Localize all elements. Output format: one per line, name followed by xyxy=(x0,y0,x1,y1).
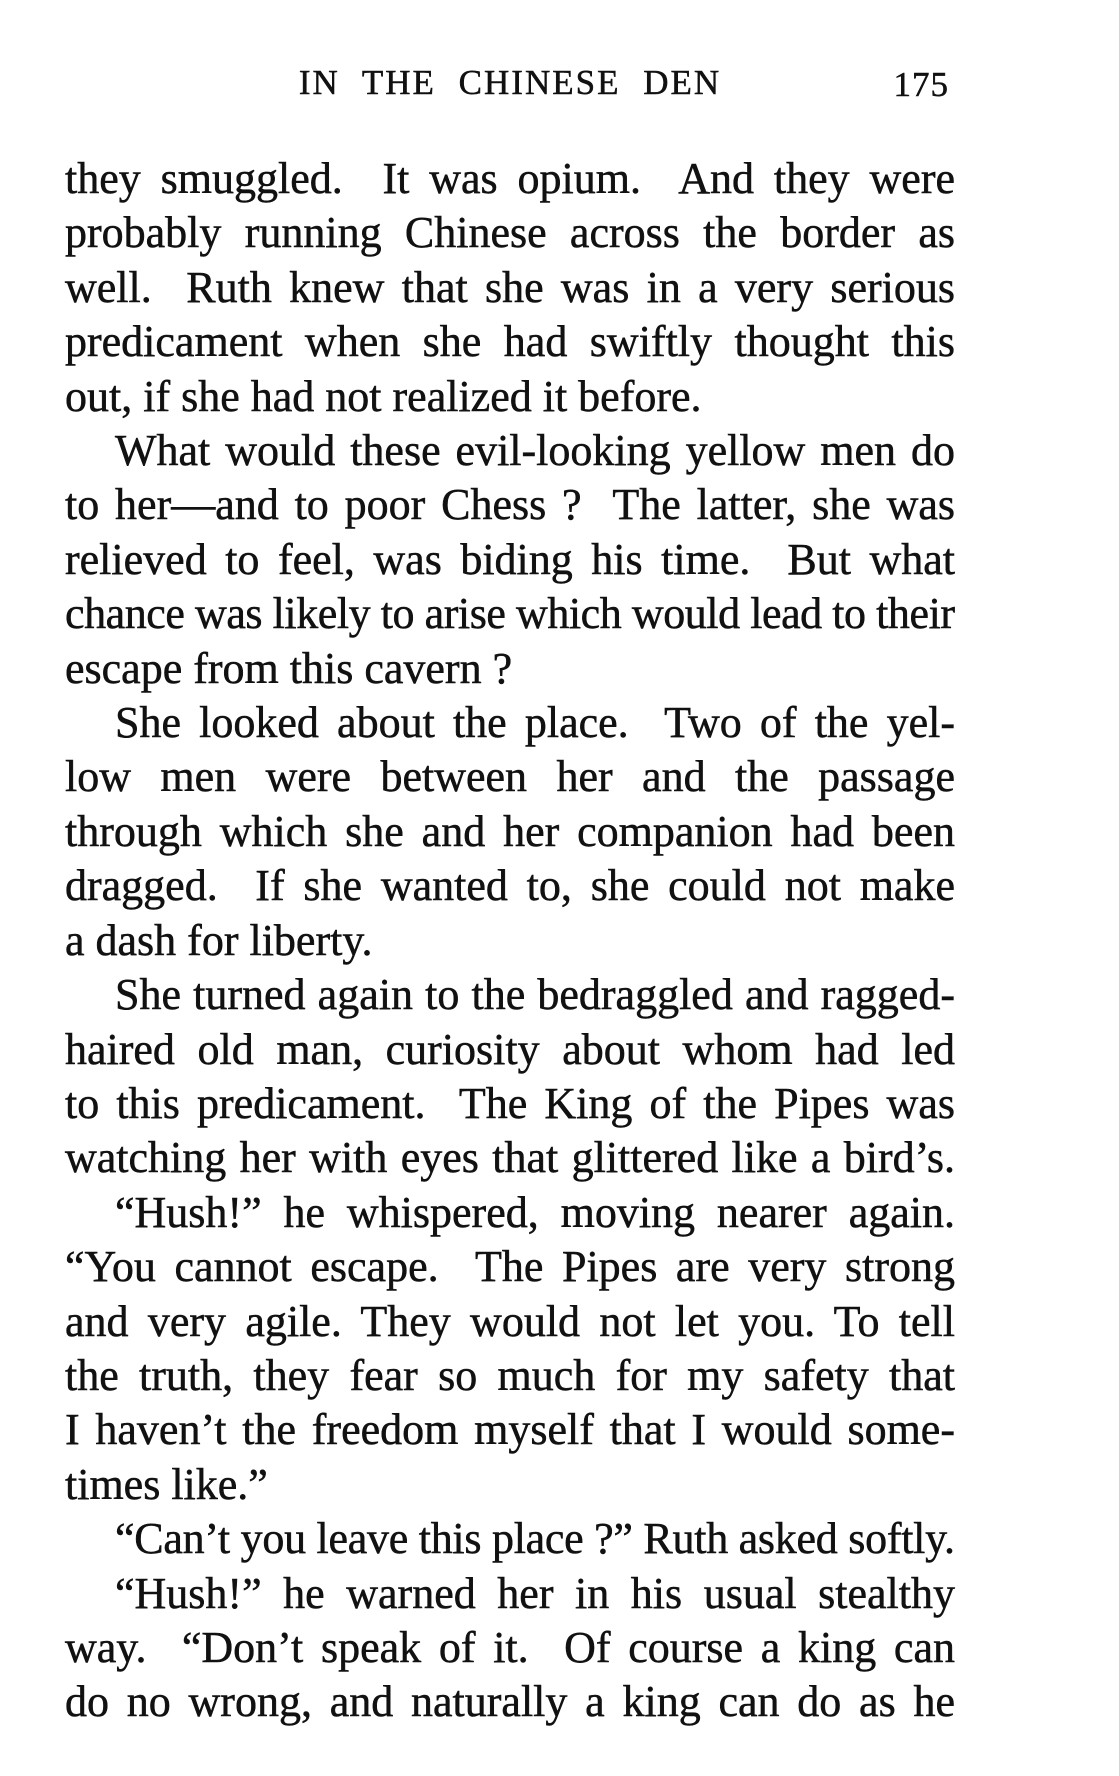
text-line xyxy=(65,1675,955,1729)
text-line xyxy=(65,478,955,532)
text-line-content: “You cannot escape. The Pipes are very strong xyxy=(65,1242,955,1292)
text-line xyxy=(65,1295,955,1349)
text-line-content: they smuggled. It was opium. And they were xyxy=(65,154,955,203)
page-body xyxy=(65,152,955,1730)
text-line-content: a dash for liberty. xyxy=(65,915,373,965)
text-line xyxy=(65,533,955,587)
text-line-content: escape from this cavern ? xyxy=(65,643,513,693)
text-line xyxy=(65,1512,955,1566)
text-line-content: I haven’t the freedom myself that I would some- xyxy=(65,1405,955,1455)
text-line-content: She looked about the place. Two of the yel- xyxy=(115,698,955,748)
text-line xyxy=(65,1131,955,1185)
text-line xyxy=(65,587,955,641)
text-line xyxy=(65,642,955,696)
text-line-content: relieved to feel, was biding his time. But what xyxy=(65,534,955,584)
text-line xyxy=(65,1023,955,1077)
text-line-content: haired old man, curiosity about whom had led xyxy=(65,1024,955,1074)
text-line-content: to her—and to poor Chess ? The latter, she was xyxy=(65,480,955,530)
text-line xyxy=(65,750,955,804)
text-line xyxy=(65,1458,955,1512)
text-line-content: probably running Chinese across the border as xyxy=(65,208,955,258)
text-line xyxy=(65,1403,955,1457)
text-line-content: do no wrong, and naturally a king can do as he xyxy=(65,1677,955,1727)
text-line-content: well. Ruth knew that she was in a very serious xyxy=(65,262,955,312)
text-line-content: watching her with eyes that glittered like a bird’s. xyxy=(65,1133,955,1183)
text-line-content: low men were between her and the passage xyxy=(65,752,955,802)
text-line xyxy=(65,1077,955,1131)
text-line xyxy=(65,1240,955,1294)
text-line-content: out, if she had not realized it before. xyxy=(65,371,702,421)
text-line-content: to this predicament. The King of the Pipes was xyxy=(65,1078,955,1128)
text-line xyxy=(65,914,955,968)
text-line xyxy=(65,859,955,913)
text-line xyxy=(65,315,955,369)
text-line xyxy=(65,1567,955,1621)
text-line-content: and very agile. They would not let you. To tell xyxy=(65,1296,955,1346)
text-line-content: way. “Don’t speak of it. Of course a king can xyxy=(65,1622,955,1672)
text-line xyxy=(65,152,955,206)
text-line xyxy=(65,696,955,750)
page-number: 175 xyxy=(893,65,949,104)
text-line-content: the truth, they fear so much for my safety that xyxy=(65,1350,955,1400)
text-line-content: She turned again to the bedraggled and ragged- xyxy=(115,970,955,1020)
text-line-content: What would these evil-looking yellow men do xyxy=(115,426,955,476)
text-line-content: “Can’t you leave this place ?” Ruth asked softly. xyxy=(115,1514,955,1564)
text-line xyxy=(65,261,955,315)
text-line xyxy=(65,1621,955,1675)
text-line-content: dragged. If she wanted to, she could not make xyxy=(65,861,955,911)
text-line xyxy=(65,968,955,1022)
text-line xyxy=(65,1186,955,1240)
text-line-content: “Hush!” he warned her in his usual stealthy xyxy=(115,1568,955,1618)
text-line xyxy=(65,424,955,478)
chapter-title: IN THE CHINESE DEN xyxy=(298,63,722,102)
text-line xyxy=(65,805,955,859)
text-line-content: predicament when she had swiftly thought this xyxy=(65,317,955,367)
running-head xyxy=(65,62,955,104)
text-line xyxy=(65,370,955,424)
text-line-content: “Hush!” he whispered, moving nearer again. xyxy=(115,1187,955,1237)
text-line-content: through which she and her companion had been xyxy=(65,806,955,856)
text-line-content: times like.” xyxy=(65,1459,268,1509)
text-line xyxy=(65,1349,955,1403)
text-line xyxy=(65,206,955,260)
text-line-content: chance was likely to arise which would lead to their xyxy=(65,589,955,639)
